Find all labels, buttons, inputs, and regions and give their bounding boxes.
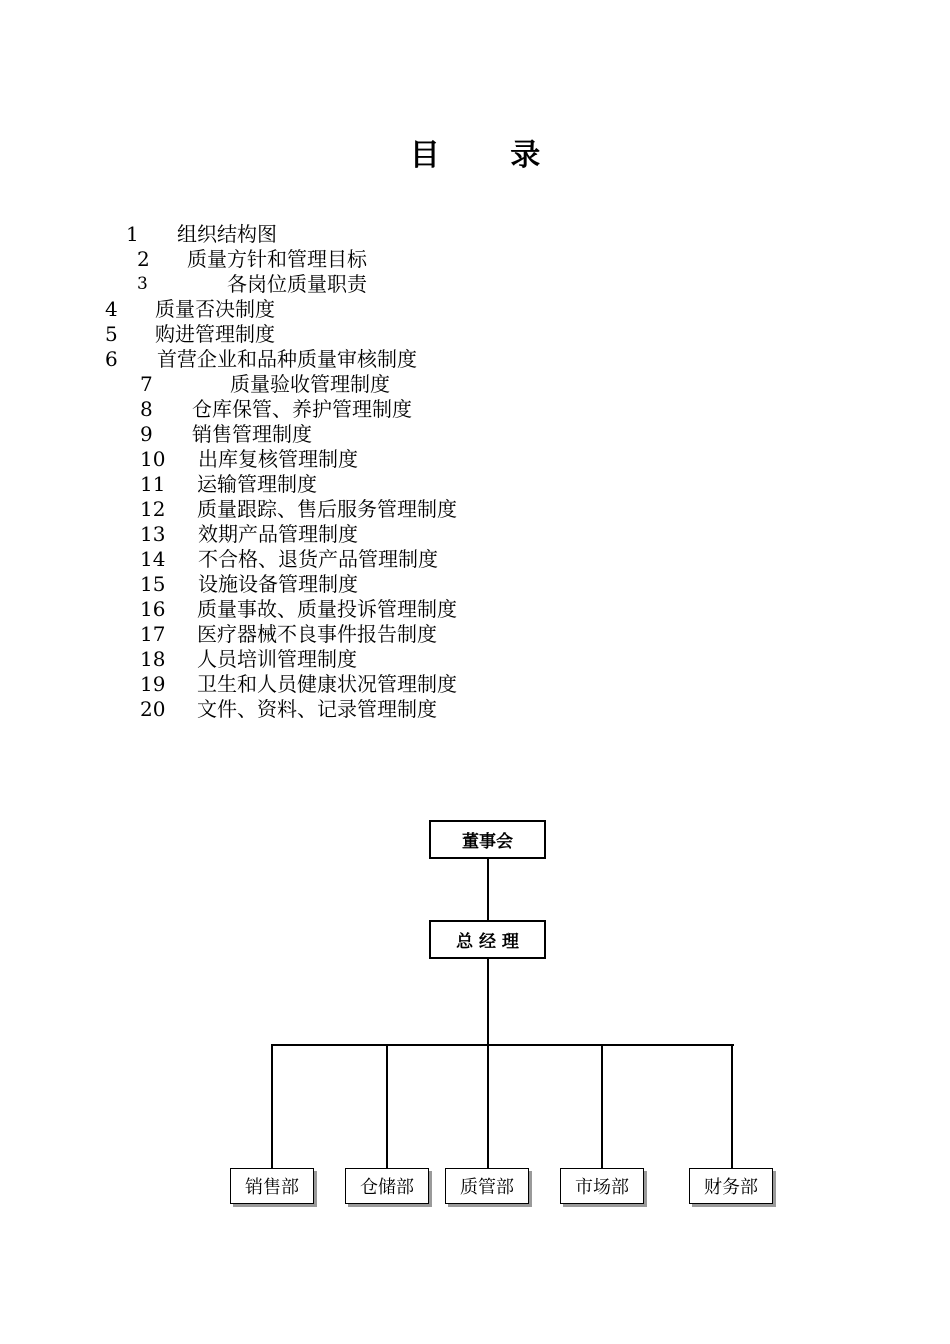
toc-text: 不合格、退货产品管理制度 [198, 547, 438, 571]
toc-number: 13 [140, 522, 166, 546]
toc-text: 出库复核管理制度 [198, 447, 358, 471]
toc-number: 11 [140, 472, 166, 496]
toc-number: 12 [140, 497, 166, 521]
toc-number: 17 [140, 622, 166, 646]
toc-text: 购进管理制度 [155, 322, 275, 346]
toc-number: 6 [105, 347, 118, 371]
connector-gm-trunk [487, 959, 489, 1045]
org-box-board: 董事会 [429, 820, 546, 859]
toc-number: 10 [140, 447, 166, 471]
toc-number: 20 [140, 697, 166, 721]
toc-number: 5 [105, 322, 118, 346]
connector-dept [601, 1045, 603, 1168]
org-box-dept-sales: 销售部 [230, 1168, 314, 1204]
org-box-dept-finance: 财务部 [689, 1168, 773, 1204]
toc-number: 1 [126, 222, 139, 246]
toc-number: 14 [140, 547, 166, 571]
org-box-dept-warehouse: 仓储部 [345, 1168, 429, 1204]
connector-dept [731, 1045, 733, 1168]
toc-text: 文件、资料、记录管理制度 [197, 697, 437, 721]
org-box-dept-quality: 质管部 [445, 1168, 529, 1204]
toc-text: 质量方针和管理目标 [187, 247, 367, 271]
toc-number: 3 [137, 274, 148, 294]
toc-number: 7 [140, 372, 153, 396]
connector-dept [386, 1045, 388, 1168]
toc-number: 2 [137, 247, 150, 271]
toc-text: 组织结构图 [177, 222, 277, 246]
toc-text: 设施设备管理制度 [198, 572, 358, 596]
toc-text: 效期产品管理制度 [198, 522, 358, 546]
org-box-dept-marketing: 市场部 [560, 1168, 644, 1204]
connector-board-gm [487, 859, 489, 920]
toc-number: 18 [140, 647, 166, 671]
toc-text: 医疗器械不良事件报告制度 [197, 622, 437, 646]
page-title: 目 录 [409, 138, 571, 173]
toc-number: 9 [140, 422, 153, 446]
toc-text: 卫生和人员健康状况管理制度 [197, 672, 457, 696]
toc-text: 首营企业和品种质量审核制度 [157, 347, 417, 371]
toc-text: 质量否决制度 [155, 297, 275, 321]
connector-horizontal-bus [271, 1044, 734, 1046]
toc-number: 19 [140, 672, 166, 696]
toc-text: 质量跟踪、售后服务管理制度 [197, 497, 457, 521]
org-box-general-manager: 总 经 理 [429, 920, 546, 959]
toc-text: 销售管理制度 [192, 422, 312, 446]
connector-dept [271, 1045, 273, 1168]
toc-text: 各岗位质量职责 [227, 272, 367, 296]
toc-text: 运输管理制度 [197, 472, 317, 496]
toc-number: 8 [140, 397, 153, 421]
connector-dept [487, 1045, 489, 1168]
toc-number: 4 [105, 297, 118, 321]
toc-text: 仓库保管、养护管理制度 [192, 397, 412, 421]
toc-text: 人员培训管理制度 [197, 647, 357, 671]
toc-number: 16 [140, 597, 166, 621]
toc-text: 质量验收管理制度 [230, 372, 390, 396]
toc-number: 15 [140, 572, 166, 596]
toc-text: 质量事故、质量投诉管理制度 [197, 597, 457, 621]
